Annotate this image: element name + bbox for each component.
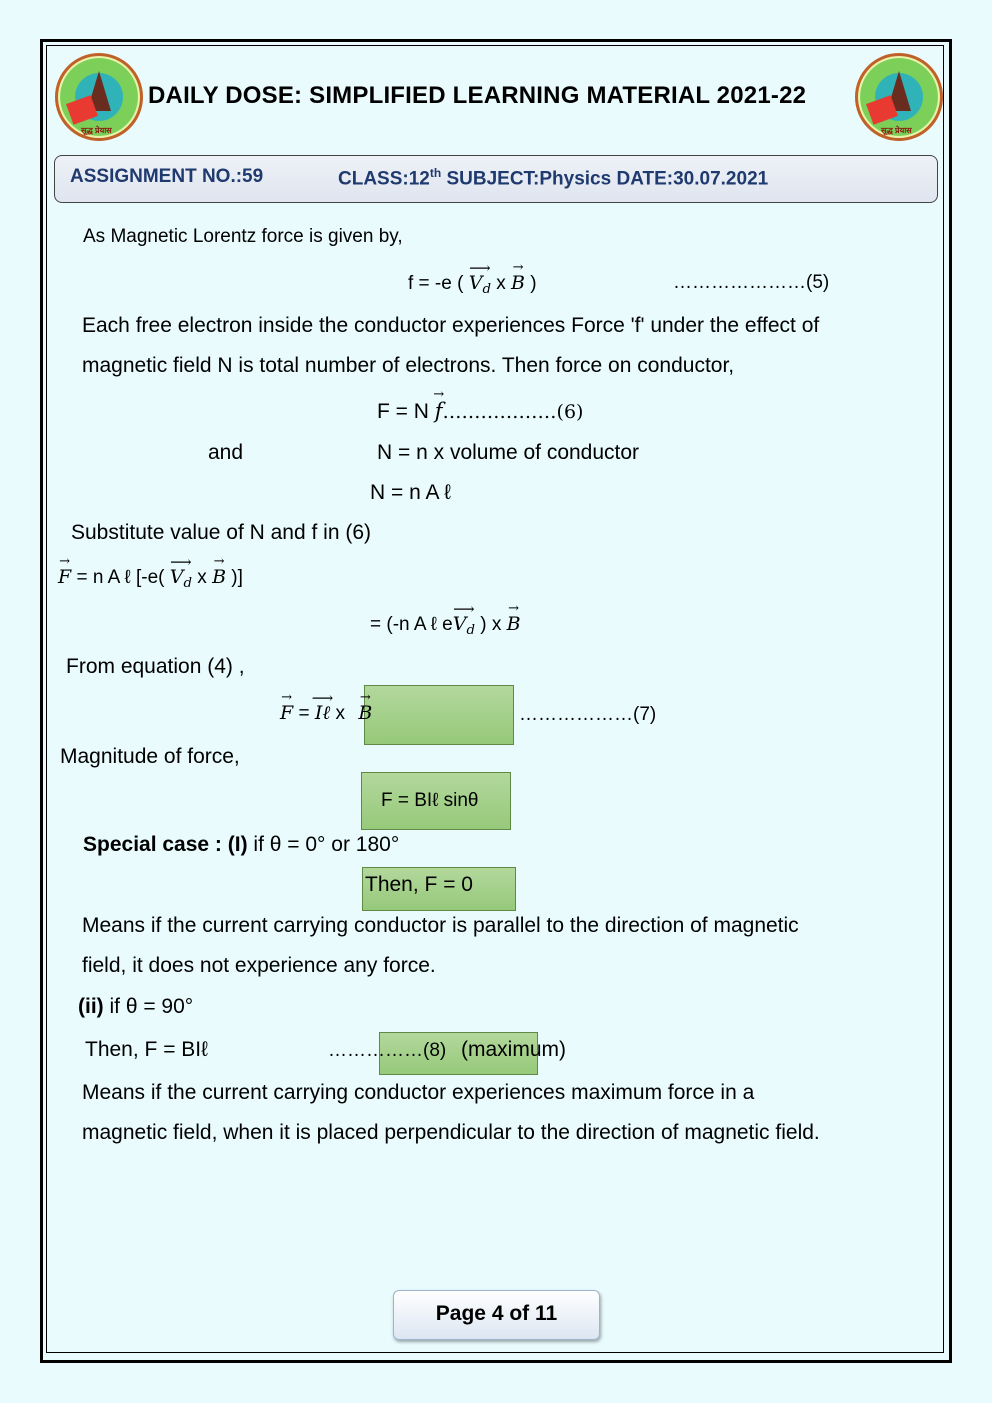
sub1-vd-letter: V <box>169 566 184 588</box>
equation-7-highlight <box>364 685 514 745</box>
special-case-2 <box>78 995 193 1019</box>
eq6-prefix: F = N <box>377 400 435 423</box>
special-case-text: if θ = 0° or 180° <box>247 833 400 856</box>
sub2-vd <box>453 613 475 638</box>
sub2-prefix: = (-n A ℓ e <box>370 614 453 635</box>
equation-substitute-1 <box>58 566 243 591</box>
logo-right-caption: सूद्ध प्रेयास <box>881 126 912 135</box>
page-number-button[interactable]: Page 4 of 11 <box>393 1290 600 1340</box>
eq5-vd <box>469 272 491 297</box>
eq5-close: ) <box>525 273 537 294</box>
equation-8-label: ……………(8) <box>328 1040 447 1061</box>
case2-label: (ii) <box>78 995 104 1018</box>
sub1-x: x <box>192 567 213 588</box>
equation-8-maximum: (maximum) <box>461 1038 566 1061</box>
intro-text: As Magnetic Lorentz force is given by, <box>83 226 403 247</box>
sub2-vd-sub: d <box>466 623 475 638</box>
logo-left-icon <box>55 53 143 141</box>
eq7-Il: ⟶ Iℓ <box>315 702 330 725</box>
eq7-eq: = <box>293 703 315 724</box>
case2-text: if θ = 90° <box>103 995 194 1018</box>
sub1-F: → F <box>58 566 71 588</box>
sub1-vd <box>170 566 192 591</box>
eq6-label: ………………(6) <box>442 401 584 423</box>
paragraph-2-line-2: field, it does not experience any force. <box>82 954 436 977</box>
then-zero: Then, F = 0 <box>365 873 473 896</box>
from-equation-4: From equation (4) , <box>66 655 245 678</box>
substitute-text: Substitute value of N and f in (6) <box>71 521 371 544</box>
eq5-vd-letter: V <box>468 272 483 294</box>
equation-5-label: …………………(5) <box>673 272 830 293</box>
class-value: CLASS:12 <box>338 168 430 190</box>
equation-7 <box>280 702 372 725</box>
sub1-close: )] <box>226 567 243 588</box>
then-max: Then, F = BIℓ <box>85 1038 208 1061</box>
assignment-number: ASSIGNMENT NO.:59 <box>70 166 264 187</box>
eq7-F: → F <box>280 702 293 724</box>
sub1-mid: = n A ℓ [-e( <box>71 567 170 588</box>
equation-n-area: N = n A ℓ <box>370 481 451 504</box>
logo-left-caption: सूद्ध प्रेयास <box>81 126 112 135</box>
equation-6 <box>377 399 583 424</box>
sub2-vd-letter: V <box>452 613 467 635</box>
sub1-vd-sub: d <box>183 576 192 591</box>
eq5-vd-sub: d <box>482 282 491 297</box>
equation-5 <box>408 272 537 297</box>
paragraph-3-line-1: Means if the current carrying conductor experiences maximum force in a <box>82 1081 755 1104</box>
magnitude-heading: Magnitude of force, <box>60 745 240 768</box>
and-word: and <box>208 441 244 464</box>
eq7-x: x <box>330 703 351 724</box>
eq5-b: → B <box>511 272 525 294</box>
assignment-class-subject-date <box>338 166 768 190</box>
subject-date: SUBJECT:Physics DATE:30.07.2021 <box>441 168 769 190</box>
special-case-1 <box>83 833 399 857</box>
logo-right-icon <box>855 53 943 141</box>
equation-substitute-2 <box>370 613 521 638</box>
eq7-B: → B <box>358 702 372 724</box>
equation-n-volume: N = n x volume of conductor <box>377 441 640 464</box>
eq5-cross: x <box>490 273 512 294</box>
magnitude-formula: F = BIℓ sinθ <box>381 790 479 811</box>
eq6-f: → f <box>435 399 443 423</box>
paragraph-2-line-1: Means if the current carrying conductor is parallel to the direction of magnetic <box>82 914 799 937</box>
page-title: DAILY DOSE: SIMPLIFIED LEARNING MATERIAL 2021-22 <box>148 82 807 109</box>
equation-7-label: ………………(7) <box>519 704 657 725</box>
eq5-prefix: f = -e ( <box>408 273 469 294</box>
class-sup: th <box>429 166 442 180</box>
sub2-mid: ) x <box>474 614 507 635</box>
sub2-B: → B <box>507 613 521 635</box>
assignment-bar <box>54 155 938 203</box>
sub1-B: → B <box>212 566 226 588</box>
paragraph-3-line-2: magnetic field, when it is placed perpendicular to the direction of magnetic field. <box>82 1121 820 1144</box>
paragraph-1-line-1: Each free electron inside the conductor experiences Force 'f' under the effect of <box>82 314 820 337</box>
paragraph-1-line-2: magnetic field N is total number of electrons. Then force on conductor, <box>82 354 735 377</box>
special-case-label: Special case : (I) <box>83 833 248 856</box>
